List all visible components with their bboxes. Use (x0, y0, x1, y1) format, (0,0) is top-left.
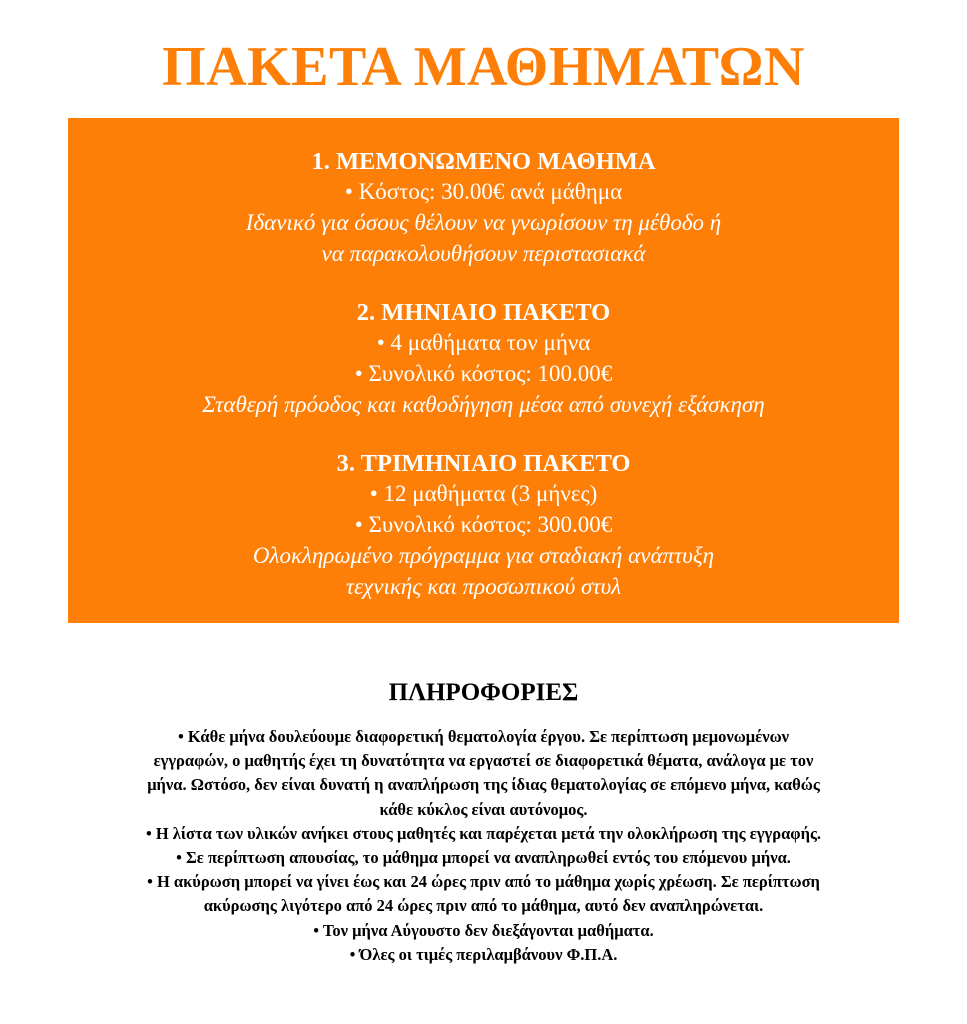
info-line: κάθε κύκλος είναι αυτόνομος. (379, 799, 588, 819)
package-description-line: Ολοκληρωμένο πρόγραμμα για σταδιακή ανάπτυξη (252, 543, 715, 568)
info-line: • Όλες οι τιμές περιλαμβάνουν Φ.Π.Α. (349, 944, 618, 964)
info-line: μήνα. Ωστόσο, δεν είναι δυνατή η αναπλήρωση της ίδιας θεματολογίας σε επόμενο μήνα, καθώς (147, 775, 820, 795)
info-item-materials-list (20, 822, 947, 846)
package-description-line: τεχνικής και προσωπικού στυλ (345, 574, 622, 599)
info-item-august (20, 919, 947, 943)
package-lessons-count: • 4 μαθήματα τον μήνα (376, 330, 591, 355)
package-single-lesson (68, 148, 899, 269)
packages-box (68, 118, 899, 623)
package-title: 1. ΜΕΜΟΝΩΜΕΝΟ ΜΑΘΗΜΑ (311, 148, 656, 175)
package-description-line: να παρακολουθήσουν περιστασιακά (321, 241, 646, 266)
package-title: 3. ΤΡΙΜΗΝΙΑΙΟ ΠΑΚΕΤΟ (336, 450, 631, 477)
package-description-line: Ιδανικό για όσους θέλουν να γνωρίσουν τη μέθοδο ή (245, 210, 722, 235)
info-line: • Η ακύρωση μπορεί να γίνει έως και 24 ώρες πριν από το μάθημα χωρίς χρέωση. Σε περίπτωση (147, 872, 820, 892)
info-line: εγγραφών, ο μαθητής έχει τη δυνατότητα να εργαστεί σε διαφορετικά θέματα, ανάλογα με τον (153, 751, 814, 771)
info-line: • Κάθε μήνα δουλεύουμε διαφορετική θεματολογία έργου. Σε περίπτωση μεμονωμένων (177, 727, 790, 746)
info-title: ΠΛΗΡΟΦΟΡΙΕΣ (388, 679, 579, 706)
package-price: • Κόστος: 30.00€ ανά μάθημα (344, 179, 623, 204)
info-list (20, 725, 947, 967)
package-description-line: Σταθερή πρόοδος και καθοδήγηση μέσα από συνεχή εξάσκηση (202, 392, 765, 417)
package-price: • Συνολικό κόστος: 100.00€ (354, 361, 613, 386)
info-line: • Τον μήνα Αύγουστο δεν διεξάγονται μαθήματα. (313, 920, 654, 940)
package-quarterly (68, 450, 899, 602)
info-item-vat (20, 943, 947, 967)
package-monthly (68, 299, 899, 420)
info-line: • Η λίστα των υλικών ανήκει στους μαθητές και παρέχεται μετά την ολοκλήρωση της εγγραφής. (145, 823, 822, 843)
package-lessons-count: • 12 μαθήματα (3 μήνες) (369, 481, 598, 506)
package-title: 2. ΜΗΝΙΑΙΟ ΠΑΚΕΤΟ (356, 299, 611, 326)
package-price: • Συνολικό κόστος: 300.00€ (354, 512, 613, 537)
info-line: ακύρωσης λιγότερο από 24 ώρες πριν από το μάθημα, αυτό δεν αναπληρώνεται. (203, 896, 764, 916)
info-item-cancellation (20, 870, 947, 918)
page-title: ΠΑΚΕΤΑ ΜΑΘΗΜΑΤΩΝ (162, 36, 805, 98)
info-line: • Σε περίπτωση απουσίας, το μάθημα μπορεί να αναπληρωθεί εντός του επόμενου μήνα. (176, 848, 791, 868)
info-item-absence (20, 846, 947, 870)
info-item-monthly-themes (20, 725, 947, 822)
